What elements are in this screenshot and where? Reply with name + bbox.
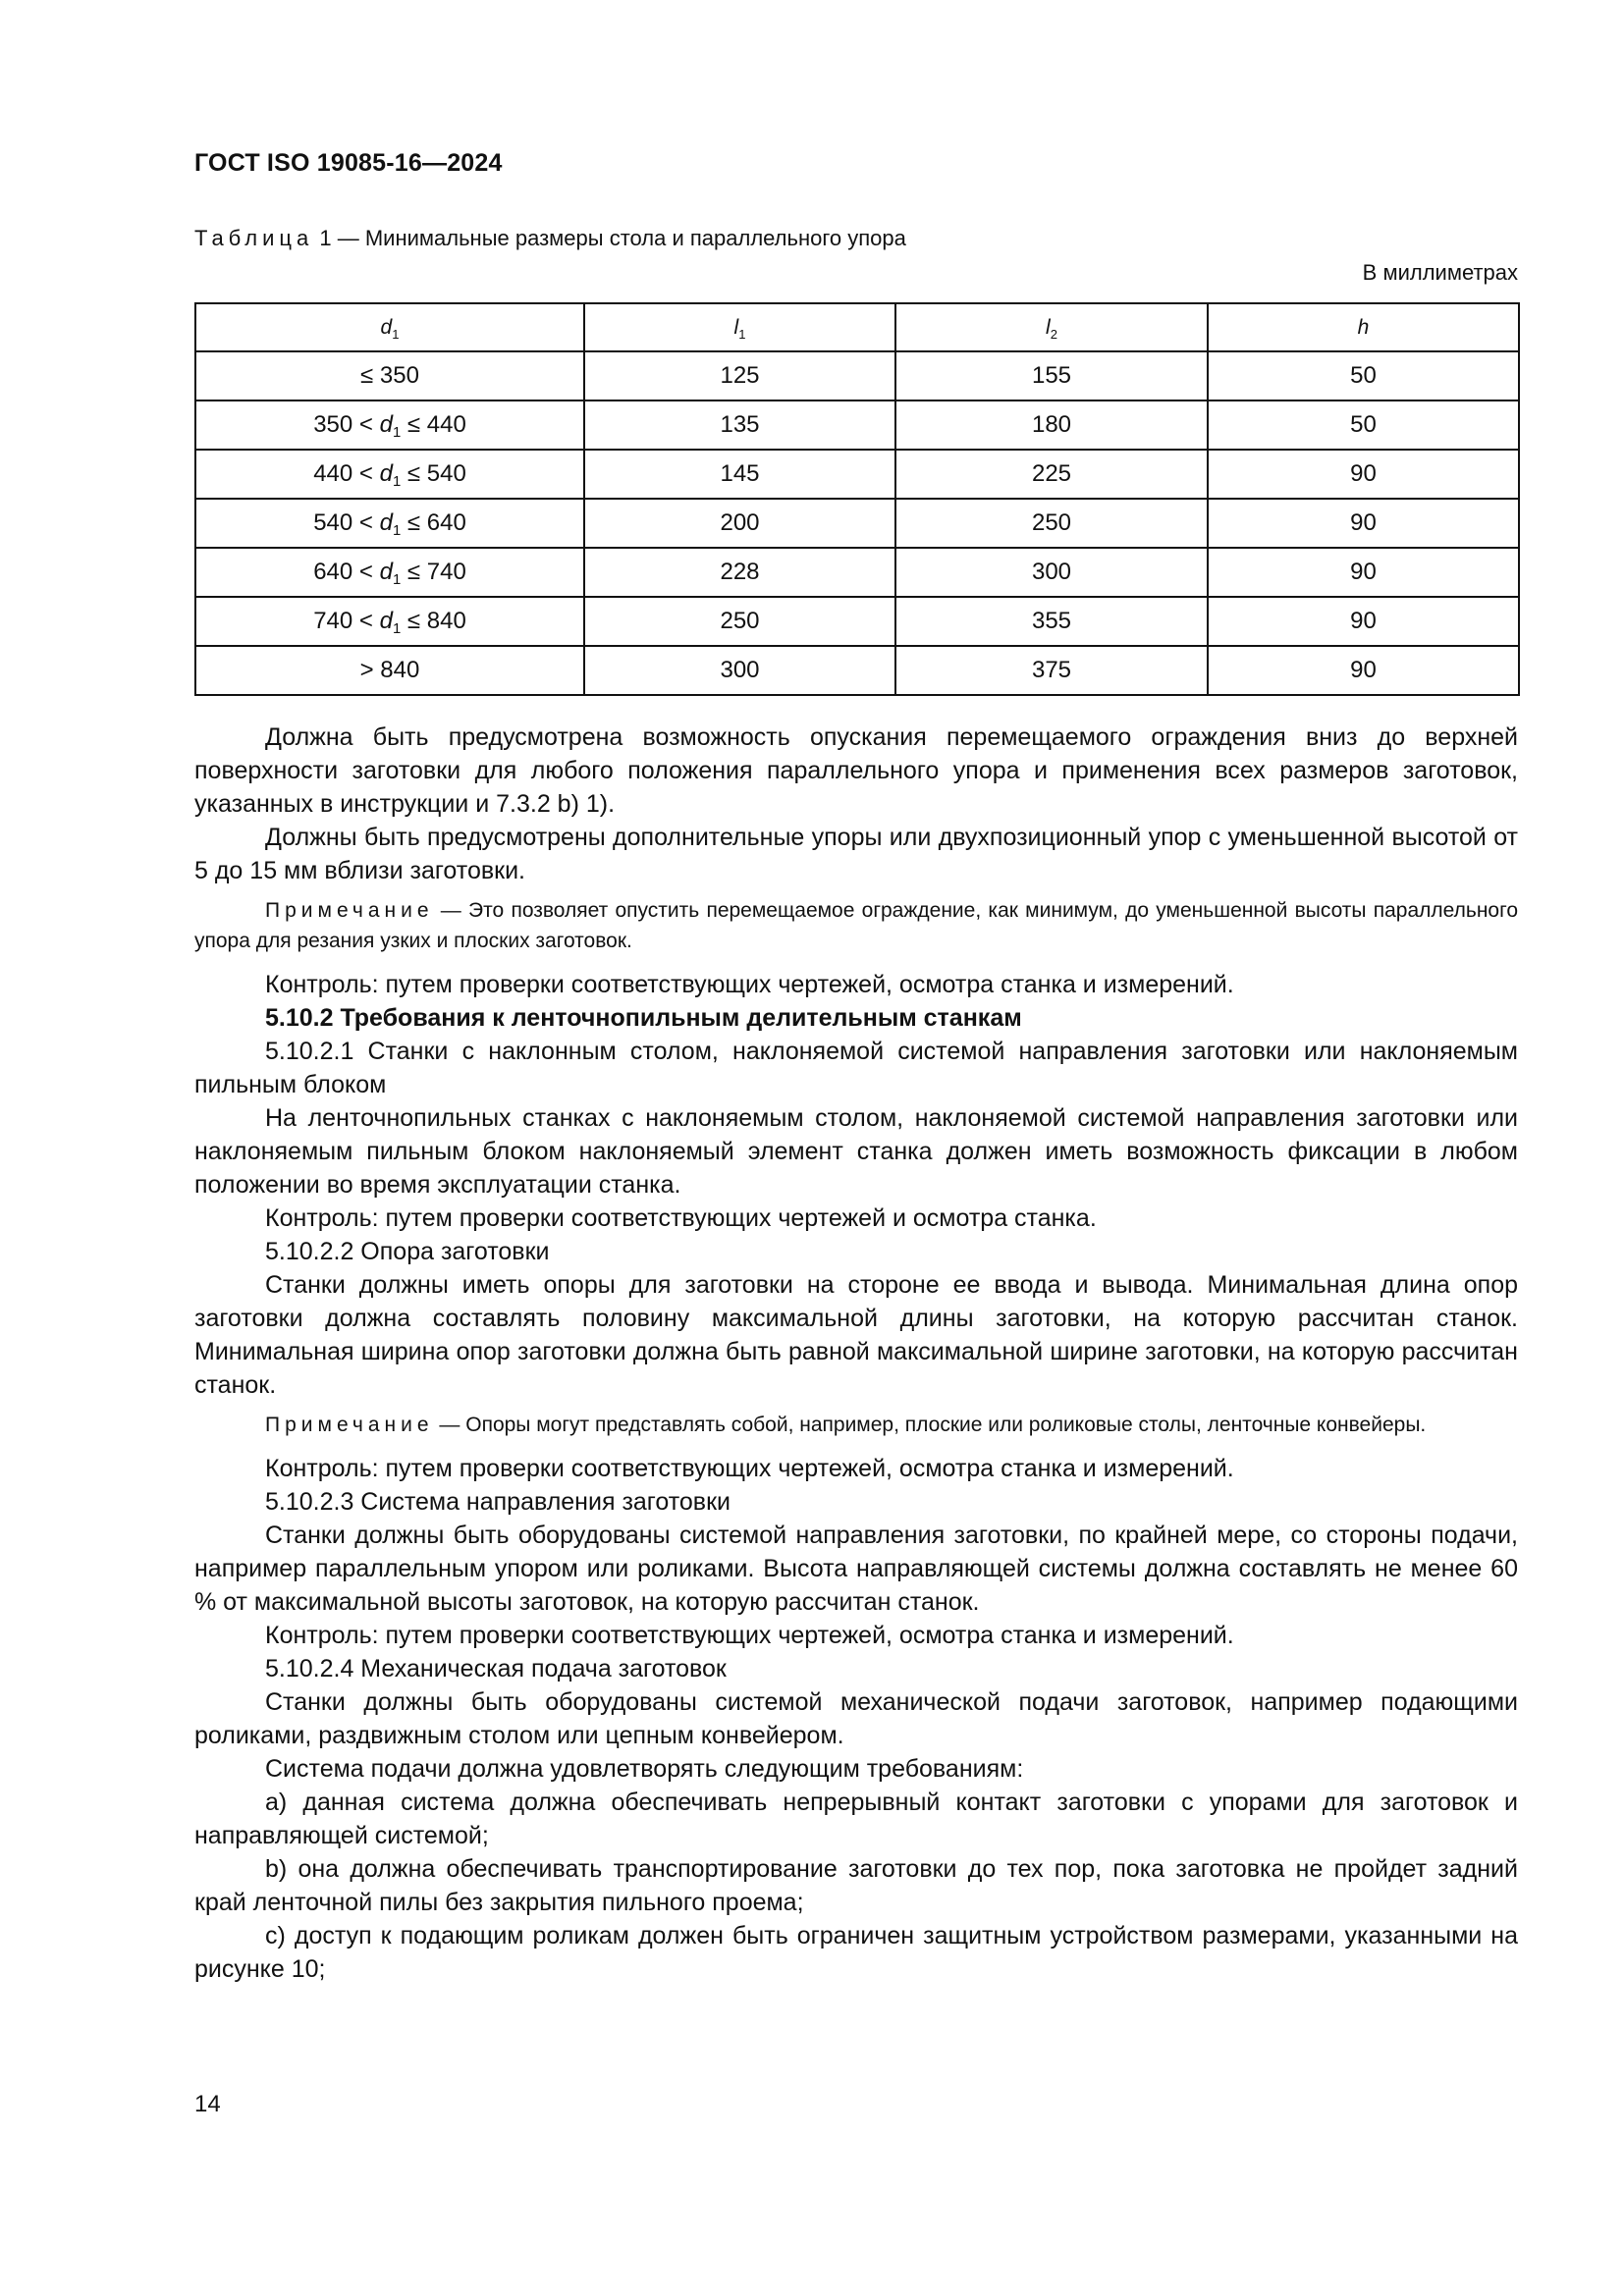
- cell-l1: 125: [584, 351, 895, 400]
- cell-d1-range: ≤ 350: [195, 351, 584, 400]
- column-header-d1: $d_1$: [195, 303, 584, 351]
- paragraph: На ленточнопильных станках с наклоняемым столом, наклоняемой системой направления заготовки или наклоняемым пильным блоком наклоняемый элемент станка должен иметь возможность фиксации в любом положении во время эксплуатации станка.: [194, 1104, 1518, 1199]
- column-header-l2: $l_2$: [895, 303, 1208, 351]
- note: [194, 1410, 1518, 1440]
- cell-h: 90: [1208, 646, 1519, 695]
- cell-l1: 300: [584, 646, 895, 695]
- subsection-title: 5.10.2.4 Механическая подача заготовок: [265, 1655, 727, 1682]
- page-number: 14: [194, 2091, 221, 2117]
- table-row: [195, 450, 1519, 499]
- cell-l2: 155: [895, 351, 1208, 400]
- cell-d1-range: $350 < d_1 \le 440$: [195, 400, 584, 450]
- cell-l2: 355: [895, 597, 1208, 646]
- paragraph: Контроль: путем проверки соответствующих чертежей и осмотра станка.: [265, 1204, 1097, 1232]
- table-row: [195, 597, 1519, 646]
- table-header-row: [195, 303, 1519, 351]
- table-row: [195, 400, 1519, 450]
- cell-l2: 300: [895, 548, 1208, 597]
- paragraph: Должна быть предусмотрена возможность опускания перемещаемого ограждения вниз до верхней поверхности заготовки для любого положения параллельного упора и применения всех размеров заготовок, указанных в инструкции и 7.3.2 b) 1).: [194, 723, 1518, 818]
- table-row: [195, 499, 1519, 548]
- cell-l1: 145: [584, 450, 895, 499]
- subsection-title: 5.10.2.2 Опора заготовки: [265, 1238, 550, 1265]
- table-units: В миллиметрах: [1362, 260, 1518, 285]
- dimensions-table: [194, 302, 1520, 696]
- cell-h: 90: [1208, 597, 1519, 646]
- paragraph: 5.10.2.1 Станки с наклонным столом, наклоняемой системой направления заготовки или наклоняемым пильным блоком: [194, 1038, 1518, 1098]
- column-header-l1: $l_1$: [584, 303, 895, 351]
- table-caption-text: 1 — Минимальные размеры стола и параллельного упора: [313, 226, 906, 250]
- cell-h: 90: [1208, 450, 1519, 499]
- paragraph: Станки должны быть оборудованы системой механической подачи заготовок, например подающими роликами, раздвижным столом или цепным конвейером.: [194, 1688, 1518, 1749]
- document-header: ГОСТ ISO 19085-16—2024: [194, 149, 503, 177]
- body-text: [194, 721, 1518, 1986]
- note-label: Примечание: [265, 899, 434, 922]
- note-label: Примечание: [265, 1414, 434, 1436]
- cell-d1-range: $540 < d_1 \le 640$: [195, 499, 584, 548]
- cell-d1-range: > 840: [195, 646, 584, 695]
- cell-h: 90: [1208, 499, 1519, 548]
- cell-h: 90: [1208, 548, 1519, 597]
- paragraph: Контроль: путем проверки соответствующих чертежей, осмотра станка и измерений.: [265, 1622, 1234, 1649]
- note-text: — Опоры могут представлять собой, например, плоские или роликовые столы, ленточные конвейеры.: [433, 1414, 1427, 1436]
- column-header-h: h: [1208, 303, 1519, 351]
- list-item: a) данная система должна обеспечивать непрерывный контакт заготовки с упорами для заготовок и направляющей системой;: [194, 1789, 1518, 1849]
- cell-l1: 200: [584, 499, 895, 548]
- paragraph: Должны быть предусмотрены дополнительные упоры или двухпозиционный упор с уменьшенной высотой от 5 до 15 мм вблизи заготовки.: [194, 824, 1518, 884]
- table-label: Таблица: [194, 226, 314, 250]
- cell-l2: 375: [895, 646, 1208, 695]
- cell-l2: 250: [895, 499, 1208, 548]
- cell-l1: 228: [584, 548, 895, 597]
- cell-l2: 180: [895, 400, 1208, 450]
- list-item: c) доступ к подающим роликам должен быть ограничен защитным устройством размерами, указанными на рисунке 10;: [194, 1922, 1518, 1983]
- table-row: [195, 351, 1519, 400]
- cell-d1-range: $440 < d_1 \le 540$: [195, 450, 584, 499]
- cell-l1: 135: [584, 400, 895, 450]
- cell-l2: 225: [895, 450, 1208, 499]
- table-row: [195, 646, 1519, 695]
- list-item: b) она должна обеспечивать транспортирование заготовки до тех пор, пока заготовка не пройдет задний край ленточной пилы без закрытия пильного проема;: [194, 1855, 1518, 1916]
- table-row: [195, 548, 1519, 597]
- subsection-title: 5.10.2.3 Система направления заготовки: [265, 1488, 731, 1516]
- note: [194, 895, 1518, 956]
- paragraph: Система подачи должна удовлетворять следующим требованиям:: [265, 1755, 1024, 1783]
- paragraph: Станки должны иметь опоры для заготовки на стороне ее ввода и вывода. Минимальная длина опор заготовки должна составлять половину максимальной длины заготовки, на которую рассчитан станок. Минимальная ширина опор заготовки должна быть равной максимальной ширине заготовки, на которую рассчитан станок.: [194, 1271, 1518, 1399]
- paragraph: Контроль: путем проверки соответствующих чертежей, осмотра станка и измерений.: [265, 1455, 1234, 1482]
- cell-d1-range: $740 < d_1 \le 840$: [195, 597, 584, 646]
- cell-l1: 250: [584, 597, 895, 646]
- cell-h: 50: [1208, 400, 1519, 450]
- section-heading: 5.10.2 Требования к ленточнопильным делительным станкам: [265, 1004, 1022, 1032]
- cell-d1-range: $640 < d_1 \le 740$: [195, 548, 584, 597]
- paragraph: Контроль: путем проверки соответствующих чертежей, осмотра станка и измерений.: [265, 971, 1234, 998]
- cell-h: 50: [1208, 351, 1519, 400]
- note-text: — Это позволяет опустить перемещаемое ограждение, как минимум, до уменьшенной высоты параллельного упора для резания узких и плоских заготовок.: [194, 899, 1518, 952]
- paragraph: Станки должны быть оборудованы системой направления заготовки, по крайней мере, со стороны подачи, например параллельным упором или роликами. Высота направляющей системы должна составлять не менее 60 % от максимальной высоты заготовок, на которую рассчитан станок.: [194, 1522, 1518, 1616]
- table-caption: [194, 226, 906, 251]
